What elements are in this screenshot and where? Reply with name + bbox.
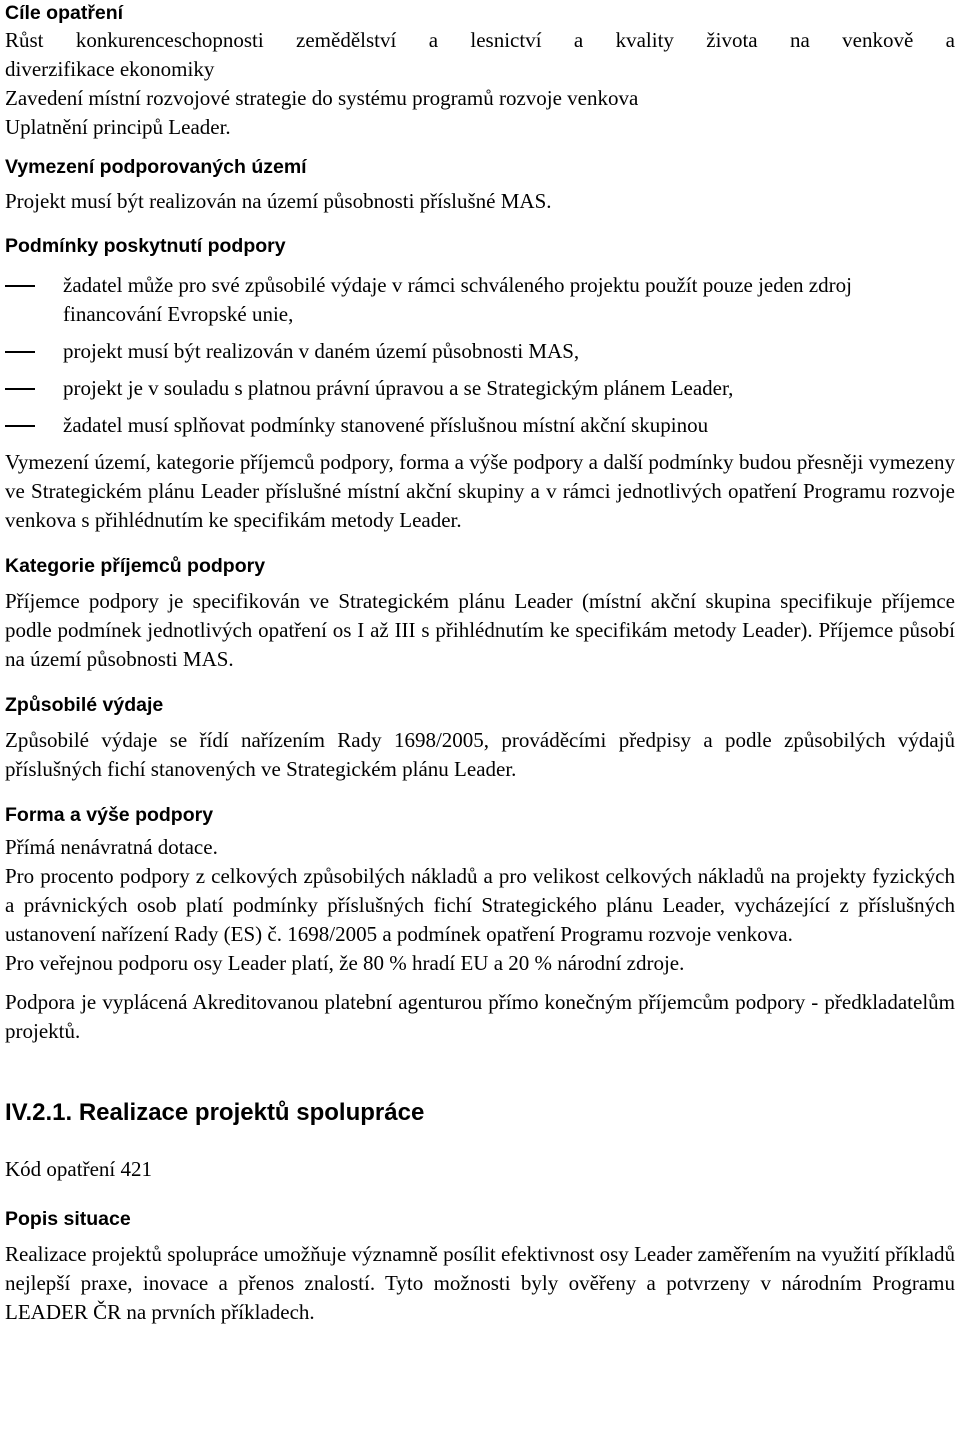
- list-item: [5, 271, 955, 329]
- dash-bullet-icon: [5, 285, 35, 287]
- recipients-section: [5, 553, 955, 674]
- goals-item-3: Uplatnění principů Leader.: [5, 115, 231, 139]
- situation-heading: Popis situace: [5, 1208, 131, 1230]
- goals-item-1-line-b: diverzifikace ekonomiky: [5, 57, 215, 81]
- recipients-heading: Kategorie příjemců podpory: [5, 555, 266, 577]
- list-item-text: žadatel musí splňovat podmínky stanovené příslušnou místní akční skupinou: [63, 413, 709, 437]
- goals-item-1-line-a: Růst konkurenceschopnosti zemědělství a lesnictví a kvality života na venkově a: [5, 28, 955, 52]
- form-section: [5, 802, 955, 1046]
- recipients-text: Příjemce podpory je specifikován ve Strategickém plánu Leader (místní akční skupina specifikuje příjemce podle podmínek jednotlivých opatření os I až III s přihlédnutím ke specifikám metody Leader). Příjemce působí na území působnosti MAS.: [5, 589, 955, 671]
- dash-bullet-icon: [5, 388, 35, 390]
- form-paragraph-1: Pro procento podpory z celkových způsobilých nákladů a pro velikost celkových nákladů na projekty fyzických a právnických osob platí podmínky příslušných fichí Strategického plánu Leader, vycházející z příslušných ustanovení nařízení Rady (ES) č. 1698/2005 a podmínek opatření Programu rozvoje venkova.: [5, 864, 955, 946]
- measure-code: Kód opatření 421: [5, 1157, 152, 1181]
- document-page: [5, 0, 955, 1327]
- form-paragraph-2: Podpora je vyplácená Akreditovanou platební agenturou přímo konečným příjemcům podpory - předkladatelům projektů.: [5, 990, 955, 1043]
- list-item-text: projekt musí být realizován v daném území působnosti MAS,: [63, 339, 580, 363]
- situation-section: [5, 1206, 955, 1327]
- list-item: [5, 374, 955, 403]
- territory-heading: Vymezení podporovaných území: [5, 156, 307, 178]
- form-line-2: Pro veřejnou podporu osy Leader platí, že 80 % hradí EU a 20 % národní zdroje.: [5, 951, 685, 975]
- expenses-section: [5, 692, 955, 784]
- conditions-heading: Podmínky poskytnutí podpory: [5, 235, 286, 257]
- goals-item-1: [5, 26, 955, 84]
- territory-section: [5, 154, 955, 216]
- list-item: [5, 411, 955, 440]
- expenses-text: Způsobilé výdaje se řídí nařízením Rady 1698/2005, prováděcími předpisy a podle způsobilých výdajů příslušných fichí stanovených ve Strategickém plánu Leader.: [5, 728, 955, 781]
- list-item-text: žadatel může pro své způsobilé výdaje v rámci schváleného projektu použít pouze jeden zdroj financování Evropské unie,: [63, 273, 852, 326]
- section-title: IV.2.1. Realizace projektů spolupráce: [5, 1099, 425, 1126]
- form-line-1: Přímá nenávratná dotace.: [5, 835, 218, 859]
- form-heading: Forma a výše podpory: [5, 804, 214, 826]
- conditions-list: [5, 271, 955, 440]
- goals-item-2: Zavedení místní rozvojové strategie do systému programů rozvoje venkova: [5, 86, 639, 110]
- dash-bullet-icon: [5, 425, 35, 427]
- situation-text: Realizace projektů spolupráce umožňuje významně posílit efektivnost osy Leader zaměřením na využití příkladů nejlepší praxe, inovace a přenos znalostí. Tyto možnosti byly ověřeny a potvrzeny v národním Programu LEADER ČR na prvních příkladech.: [5, 1242, 955, 1324]
- list-item: [5, 337, 955, 366]
- expenses-heading: Způsobilé výdaje: [5, 694, 164, 716]
- list-item-text: projekt je v souladu s platnou právní úpravou a se Strategickým plánem Leader,: [63, 376, 734, 400]
- territory-text: Projekt musí být realizován na území působnosti příslušné MAS.: [5, 189, 552, 213]
- goals-section: [5, 0, 955, 142]
- dash-bullet-icon: [5, 351, 35, 353]
- goals-heading: Cíle opatření: [5, 2, 124, 24]
- conditions-section: [5, 233, 955, 535]
- conditions-note: Vymezení území, kategorie příjemců podpory, forma a výše podpory a další podmínky budou přesněji vymezeny ve Strategickém plánu Leader příslušné místní akční skupiny a v rámci jednotlivých opatření Programu rozvoje venkova s přihlédnutím ke specifikám metody Leader.: [5, 450, 955, 532]
